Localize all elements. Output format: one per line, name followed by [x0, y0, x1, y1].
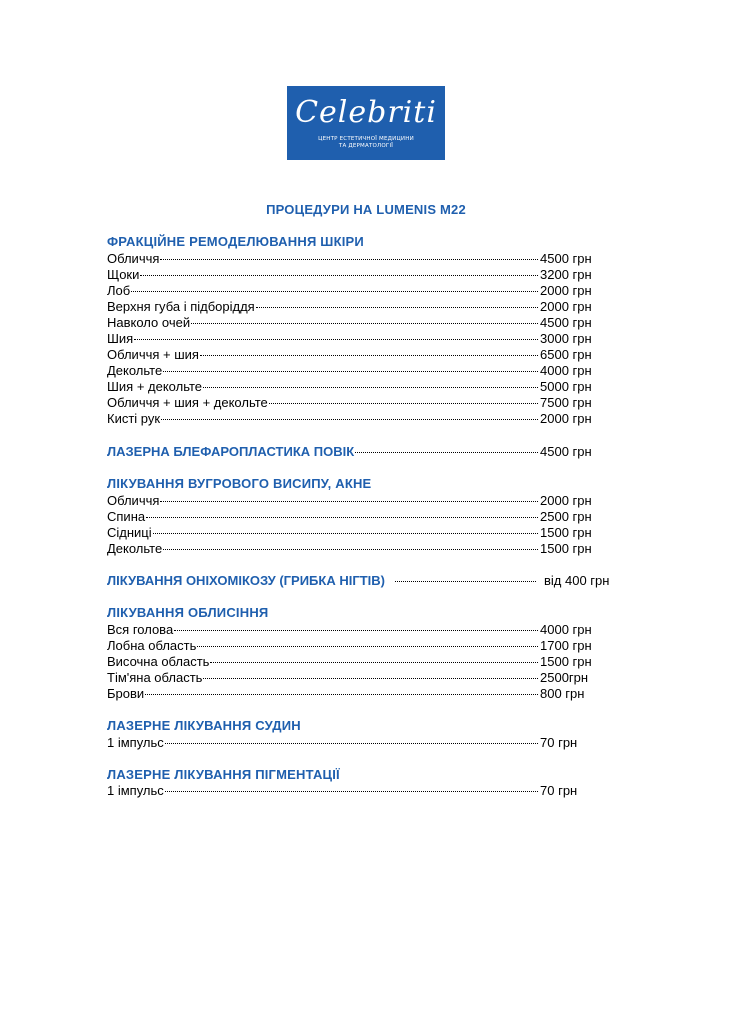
section-title-fractional-remodeling: ФРАКЦІЙНЕ РЕМОДЕЛЮВАННЯ ШКІРИ: [107, 234, 364, 249]
item-price: 1700 грн: [540, 638, 592, 653]
list-item: [107, 654, 539, 670]
item-price: 3200 грн: [540, 267, 592, 282]
dot-leader: [160, 501, 538, 502]
list-item: [107, 299, 539, 315]
item-price: 4500 грн: [540, 315, 592, 330]
dot-leader: [203, 387, 538, 388]
item-name: Обличчя + шия + декольте: [107, 395, 268, 410]
item-price: 2000 грн: [540, 299, 592, 314]
item-price: 2000 грн: [540, 411, 592, 426]
dot-leader: [161, 419, 538, 420]
item-name: Сідниці: [107, 525, 152, 540]
dot-leader: [131, 291, 538, 292]
section-title-acne-treatment: ЛІКУВАННЯ ВУГРОВОГО ВИСИПУ, АКНЕ: [107, 476, 372, 491]
dot-leader: [163, 549, 538, 550]
dot-leader: [146, 517, 538, 518]
item-price: 7500 грн: [540, 395, 592, 410]
item-name: Обличчя: [107, 493, 160, 508]
logo-subtitle: [287, 136, 445, 150]
logo-subtitle-line-1: ЦЕНТР ЕСТЕТИЧНОЇ МЕДИЦИНИ: [318, 136, 414, 142]
dot-leader: [395, 581, 536, 582]
dot-leader: [145, 694, 538, 695]
item-name: Обличчя: [107, 251, 160, 266]
dot-leader: [163, 371, 538, 372]
item-price: 2500 грн: [540, 509, 592, 524]
item-name: Височна область: [107, 654, 210, 669]
list-item: [107, 267, 539, 283]
item-price: 6500 грн: [540, 347, 592, 362]
item-name: Обличчя + шия: [107, 347, 199, 362]
item-price: 1500 грн: [540, 541, 592, 556]
section-title-hair-loss: ЛІКУВАННЯ ОБЛИСІННЯ: [107, 605, 269, 620]
list-item: [107, 670, 539, 686]
item-name: Шия: [107, 331, 134, 346]
item-name: Шия + декольте: [107, 379, 203, 394]
page-title: ПРОЦЕДУРИ НА LUMENIS M22: [266, 202, 466, 217]
item-price: 70 грн: [540, 735, 578, 750]
item-name: 1 імпульс: [107, 735, 164, 750]
list-item: [107, 347, 539, 363]
list-item: [107, 509, 539, 525]
dot-leader: [140, 275, 538, 276]
dot-leader: [153, 533, 538, 534]
section-title-text: ЛІКУВАННЯ ОНІХОМІКОЗУ (ГРИБКА НІГТІВ): [107, 573, 385, 588]
list-item: [107, 525, 539, 541]
dot-leader: [165, 743, 538, 744]
item-name: Верхня губа і підборіддя: [107, 299, 255, 314]
section-title-onychomycosis: [107, 573, 537, 589]
list-item: [107, 331, 539, 347]
item-name: Тім'яна область: [107, 670, 203, 685]
list-item: [107, 783, 539, 799]
list-item: [107, 315, 539, 331]
dot-leader: [134, 339, 538, 340]
list-item: [107, 395, 539, 411]
dot-leader: [197, 646, 538, 647]
item-price: 70 грн: [540, 783, 578, 798]
dot-leader: [160, 259, 538, 260]
section-title-blepharoplasty: [107, 444, 539, 460]
item-price: 2000 грн: [540, 283, 592, 298]
item-price: 2000 грн: [540, 493, 592, 508]
item-name: Лоб: [107, 283, 131, 298]
item-price: 3000 грн: [540, 331, 592, 346]
item-price: 4000 грн: [540, 622, 592, 637]
item-price: 5000 грн: [540, 379, 592, 394]
list-item: [107, 686, 539, 702]
item-name: Спина: [107, 509, 146, 524]
item-name: Щоки: [107, 267, 140, 282]
dot-leader: [256, 307, 538, 308]
item-price: 800 грн: [540, 686, 585, 701]
item-name: 1 імпульс: [107, 783, 164, 798]
item-name: Вся голова: [107, 622, 174, 637]
list-item: [107, 493, 539, 509]
logo-subtitle-line-2: ТА ДЕРМАТОЛОГІЇ: [338, 143, 394, 149]
item-price: 1500 грн: [540, 525, 592, 540]
section-price: 4500 грн: [540, 444, 592, 459]
dot-leader: [269, 403, 538, 404]
dot-leader: [200, 355, 538, 356]
section-title-text: ЛАЗЕРНА БЛЕФАРОПЛАСТИКА ПОВІК: [107, 444, 355, 459]
logo-script-text: Celebriti: [295, 95, 437, 130]
dot-leader: [210, 662, 538, 663]
item-name: Лобна область: [107, 638, 197, 653]
item-price: 4000 грн: [540, 363, 592, 378]
dot-leader: [165, 791, 538, 792]
dot-leader: [191, 323, 538, 324]
list-item: [107, 735, 539, 751]
list-item: [107, 379, 539, 395]
item-price: 1500 грн: [540, 654, 592, 669]
list-item: [107, 363, 539, 379]
section-price: від 400 грн: [544, 573, 610, 588]
section-title-vascular-treatment: ЛАЗЕРНЕ ЛІКУВАННЯ СУДИН: [107, 718, 301, 733]
item-price: 4500 грн: [540, 251, 592, 266]
item-name: Декольте: [107, 363, 163, 378]
dot-leader: [355, 452, 538, 453]
item-name: Кисті рук: [107, 411, 161, 426]
list-item: [107, 283, 539, 299]
dot-leader: [174, 630, 538, 631]
item-name: Декольте: [107, 541, 163, 556]
section-title-pigmentation-treatment: ЛАЗЕРНЕ ЛІКУВАННЯ ПІГМЕНТАЦІЇ: [107, 767, 340, 782]
list-item: [107, 411, 539, 427]
item-name: Навколо очей: [107, 315, 191, 330]
list-item: [107, 622, 539, 638]
list-item: [107, 638, 539, 654]
list-item: [107, 541, 539, 557]
item-price: 2500грн: [540, 670, 589, 685]
brand-logo: [287, 86, 445, 160]
list-item: [107, 251, 539, 267]
dot-leader: [203, 678, 538, 679]
item-name: Брови: [107, 686, 145, 701]
